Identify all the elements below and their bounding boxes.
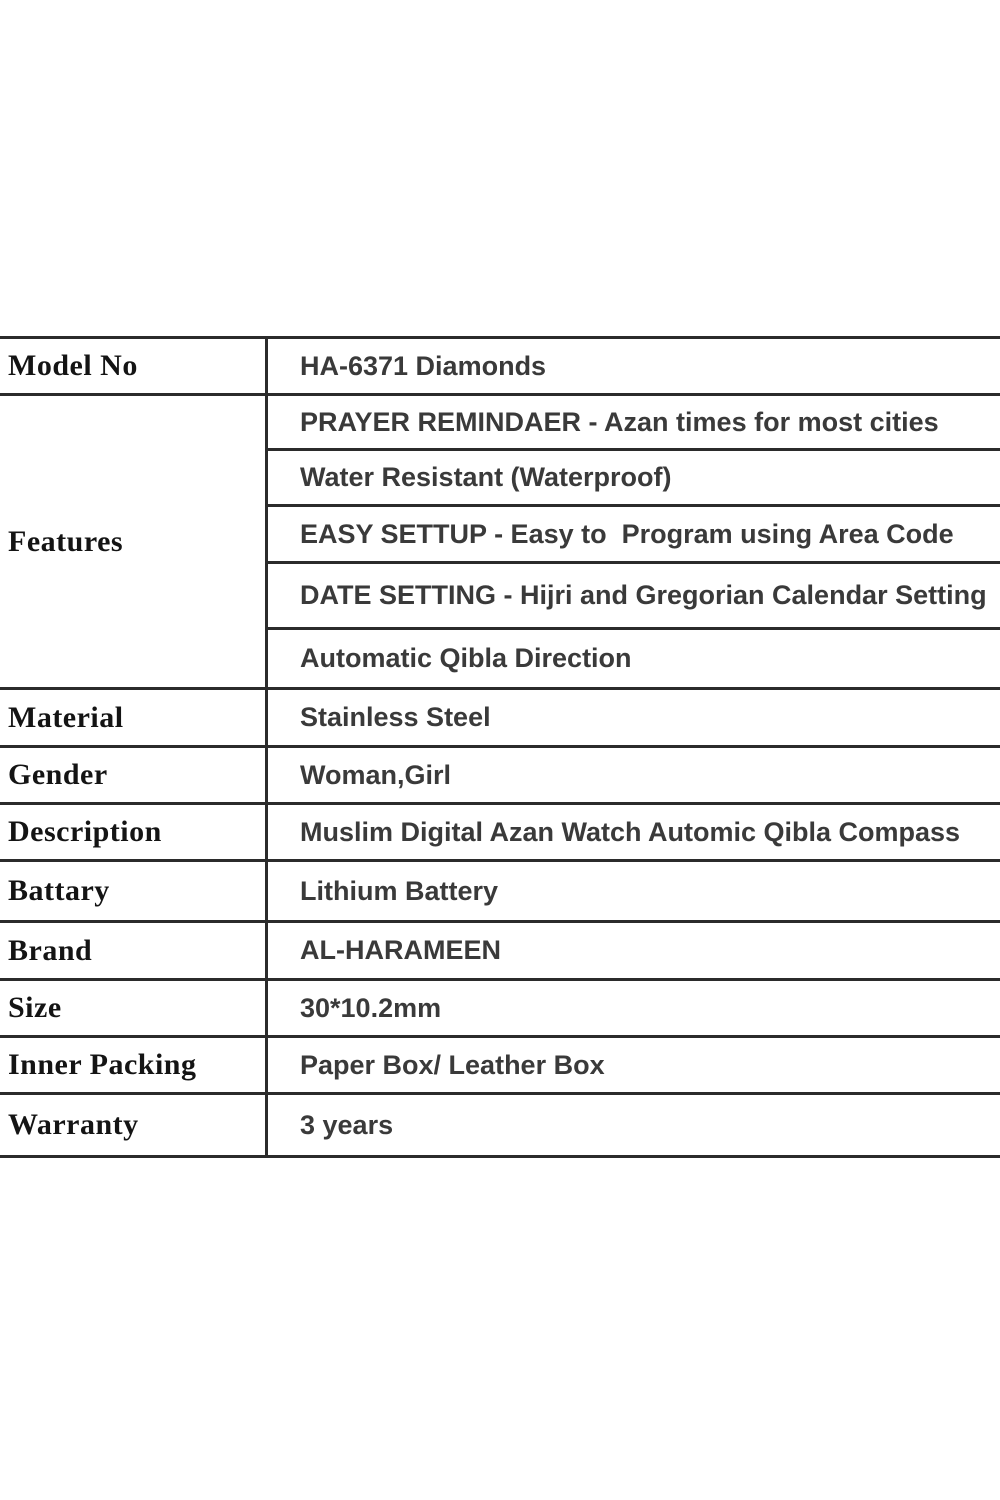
row-label-battery: Battary (0, 862, 268, 920)
features-value-list (268, 396, 1000, 687)
table-row-features (0, 396, 1000, 690)
row-label-model-no: Model No (0, 339, 268, 393)
row-label-description: Description (0, 805, 268, 859)
table-row-size (0, 981, 1000, 1038)
row-value-gender: Woman,Girl (300, 759, 452, 790)
table-row-model-no (0, 339, 1000, 396)
feature-item-easy-setup: EASY SETTUP - Easy to Program using Area Code (268, 507, 1000, 564)
table-row-material (0, 690, 1000, 748)
row-value-brand: AL-HARAMEEN (300, 935, 501, 965)
row-label-size: Size (0, 981, 268, 1035)
row-value-warranty: 3 years (300, 1109, 394, 1140)
row-label-inner-packing: Inner Packing (0, 1038, 268, 1092)
table-row-gender (0, 748, 1000, 805)
feature-item-water-resistant: Water Resistant (Waterproof) (268, 451, 1000, 507)
table-row-brand (0, 923, 1000, 981)
row-label-material: Material (0, 690, 268, 745)
table-row-battery (0, 862, 1000, 923)
feature-item-prayer-reminder: PRAYER REMINDAER - Azan times for most cities (268, 396, 1000, 451)
table-row-inner-packing (0, 1038, 1000, 1095)
product-spec-table (0, 336, 1000, 1158)
row-value-material: Stainless Steel (300, 702, 491, 732)
row-value-battery: Lithium Battery (300, 875, 499, 906)
feature-item-qibla-direction: Automatic Qibla Direction (300, 643, 632, 673)
row-value-description: Muslim Digital Azan Watch Automic Qibla Compass (300, 816, 961, 847)
row-label-brand: Brand (0, 923, 268, 978)
row-label-gender: Gender (0, 748, 268, 802)
row-value-size: 30*10.2mm (300, 992, 442, 1023)
table-row-description (0, 805, 1000, 862)
row-label-features: Features (0, 396, 268, 687)
row-label-warranty: Warranty (0, 1095, 268, 1155)
row-value-model-no: HA-6371 Diamonds (300, 350, 547, 381)
feature-item-date-setting: DATE SETTING - Hijri and Gregorian Calendar Setting (268, 564, 1000, 630)
row-value-inner-packing: Paper Box/ Leather Box (300, 1049, 605, 1080)
table-row-warranty (0, 1095, 1000, 1158)
